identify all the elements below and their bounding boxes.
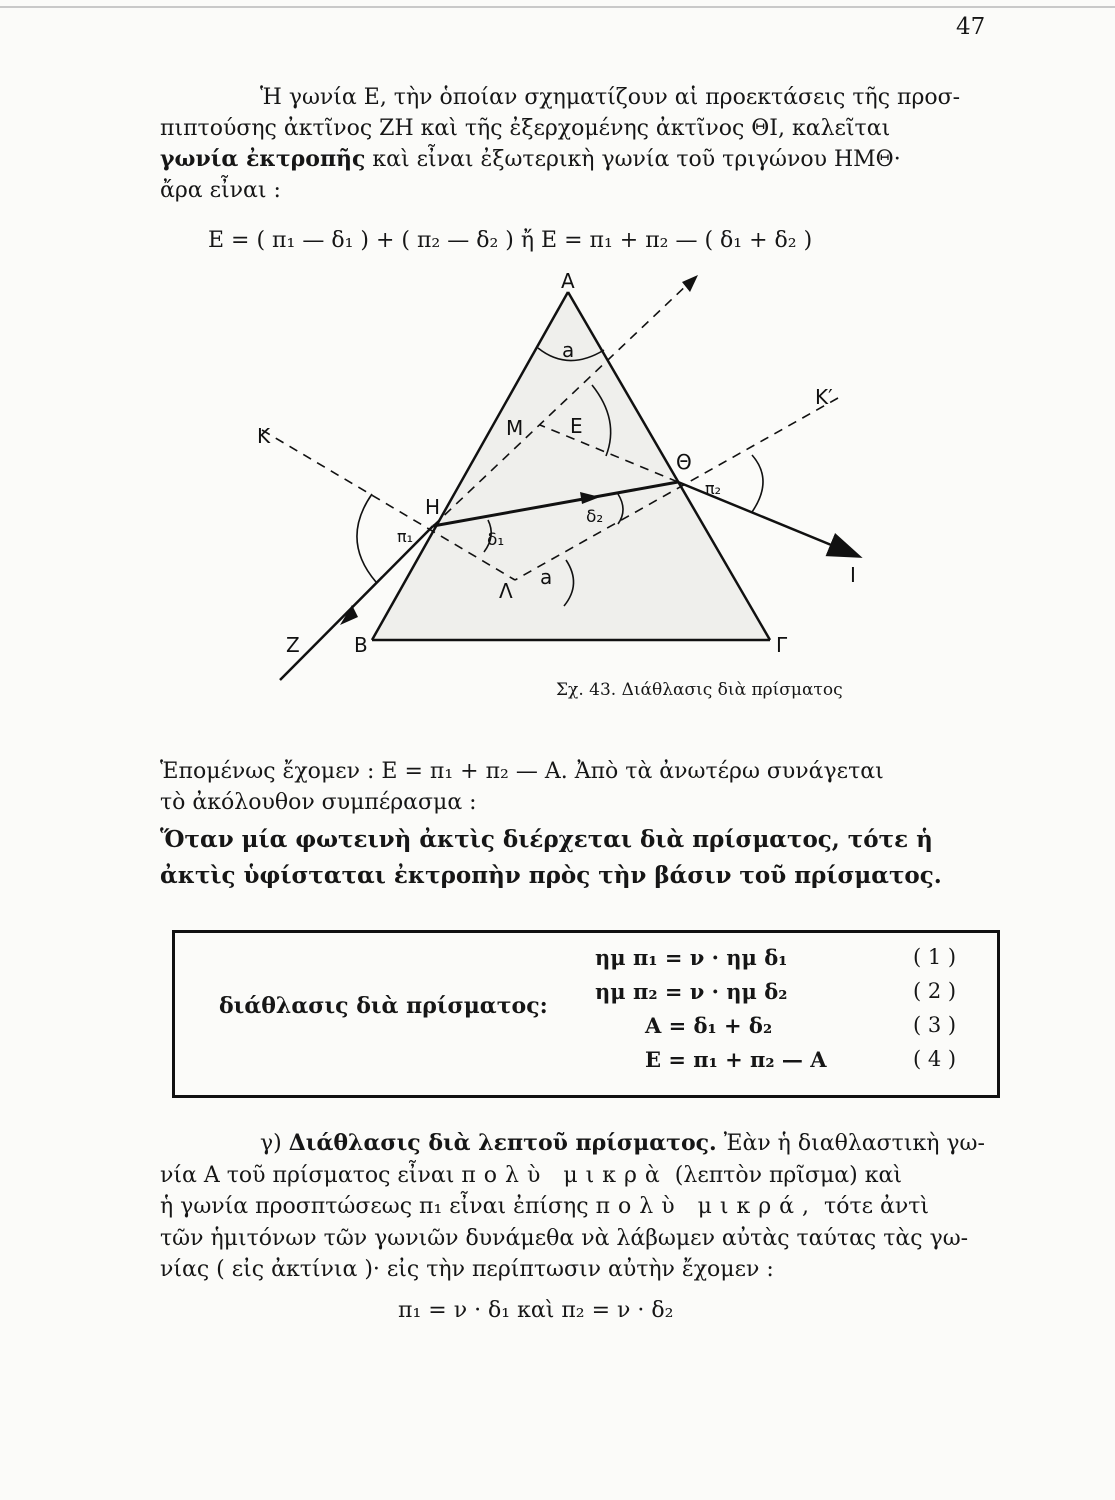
equation-2-number: ( 2 ) [913, 979, 957, 1003]
thin-prism-line-3a: ἡ γωνία προσπτώσεως π₁ εἶναι ἐπίσης [160, 1194, 596, 1219]
label-Lambda: Λ [499, 579, 513, 603]
incident-ray-arrow [340, 605, 358, 625]
term-deviation-angle: γωνία ἐκτροπῆς [160, 146, 366, 172]
equation-3-number: ( 3 ) [913, 1013, 957, 1037]
deviation-formula: Ε = ( π₁ — δ₁ ) + ( π₂ — δ₂ ) ἤ Ε = π₁ + π₂ — ( δ₁ + δ₂ ) [208, 228, 813, 253]
label-alpha-bottom: a [540, 565, 553, 589]
thin-prism-line-2 [160, 1160, 1000, 1192]
label-alpha-top: a [562, 338, 575, 362]
conclusion-line-1: Ἑπομένως ἔχομεν : Ε = π₁ + π₂ — Α. Ἀπὸ τὰ ἀνωτέρω συνάγεται [160, 759, 884, 784]
summary-box [172, 930, 1000, 1098]
figure-caption: Σχ. 43. Διάθλασις διὰ πρίσματος [556, 680, 843, 700]
equation-2: ημ π₂ = ν · ημ δ₂ [595, 979, 788, 1004]
intro-line-4: ἄρα εἶναι : [160, 178, 281, 203]
thin-prism-line-2b: (λεπτὸν πρῖσμα) καὶ [667, 1162, 902, 1188]
label-A: A [561, 269, 575, 293]
label-E: E [570, 414, 583, 438]
label-delta1: δ₁ [487, 530, 505, 550]
label-H: H [425, 495, 441, 519]
label-pi2: π₂ [705, 479, 722, 498]
thin-prism-line-2a: νία Α τοῦ πρίσματος εἶναι [160, 1162, 462, 1188]
conclusion-paragraph [160, 756, 1000, 818]
label-B: B [354, 633, 368, 657]
label-M: M [506, 416, 524, 440]
equation-1-number: ( 1 ) [913, 945, 957, 969]
section-label: γ) [260, 1131, 282, 1156]
pi1-arc [357, 494, 376, 582]
page-number: 47 [956, 14, 986, 40]
label-pi1: π₁ [397, 527, 414, 546]
pi2-arc [752, 455, 763, 512]
thin-prism-line-4: τῶν ἡμιτόνων τῶν γωνιῶν δυνάμεθα νὰ λάβωμεν αὐτὰς ταύτας τὰς γω- [160, 1225, 969, 1251]
thin-prism-formula: π₁ = ν · δ₁ καὶ π₂ = ν · δ₂ [398, 1298, 674, 1323]
equation-1: ημ π₁ = ν · ημ δ₁ [595, 945, 788, 970]
intro-line-2: πιπτούσης ἀκτῖνος ΖΗ καὶ τῆς ἐξερχομένης ἀκτῖνος ΘΙ, καλεῖται [160, 116, 891, 141]
intro-line-3-rest: καὶ εἶναι ἐξωτερικὴ γωνία τοῦ τριγώνου ΗΜΘ· [365, 147, 901, 172]
thin-prism-line-1-rest: Ἐὰν ἡ διαθλαστικὴ γω- [716, 1131, 985, 1156]
label-delta2: δ₂ [586, 507, 604, 527]
thin-prism-line-1 [160, 1128, 1000, 1160]
thin-prism-line-3b: τότε ἀντὶ [817, 1194, 930, 1219]
thin-prism-line-5: νίας ( εἰς ἀκτίνια )· εἰς τὴν περίπτωσιν αὐτὴν ἔχομεν : [160, 1257, 774, 1282]
equation-4-number: ( 4 ) [913, 1047, 957, 1071]
extension-arrow [682, 275, 698, 292]
label-Theta: Θ [676, 450, 692, 474]
spaced-very-small-1: πολὺ μικρὰ [461, 1162, 668, 1188]
thin-prism-line-3 [160, 1191, 1000, 1223]
label-Z: Z [286, 633, 300, 657]
thesis-statement: Ὅταν μία φωτεινὴ ἀκτὶς διέρχεται διὰ πρίσματος, τότε ἡ ἀκτὶς ὑφίσταται ἐκτροπὴν πρὸς τὴν βάσιν τοῦ πρίσματος. [160, 826, 942, 889]
summary-box-title: διάθλασις διὰ πρίσματος: [219, 993, 548, 1019]
conclusion-line-2: τὸ ἀκόλουθον συμπέρασμα : [160, 790, 477, 815]
label-K: K [257, 424, 271, 448]
label-Gamma: Γ [776, 633, 788, 657]
spaced-very-small-2: πολὺ μικρά, [595, 1194, 818, 1219]
thin-prism-paragraph [160, 1128, 1000, 1286]
label-I: I [850, 563, 856, 587]
equation-4: Ε = π₁ + π₂ — Α [645, 1047, 827, 1072]
equation-3: Α = δ₁ + δ₂ [645, 1013, 773, 1038]
intro-line-1: Ἡ γωνία Ε, τὴν ὁποίαν σχηματίζουν αἱ προεκτάσεις τῆς προσ- [260, 85, 961, 110]
label-K-prime: K′ [815, 385, 833, 409]
thin-prism-heading: Διάθλασις διὰ λεπτοῦ πρίσματος. [288, 1130, 717, 1156]
